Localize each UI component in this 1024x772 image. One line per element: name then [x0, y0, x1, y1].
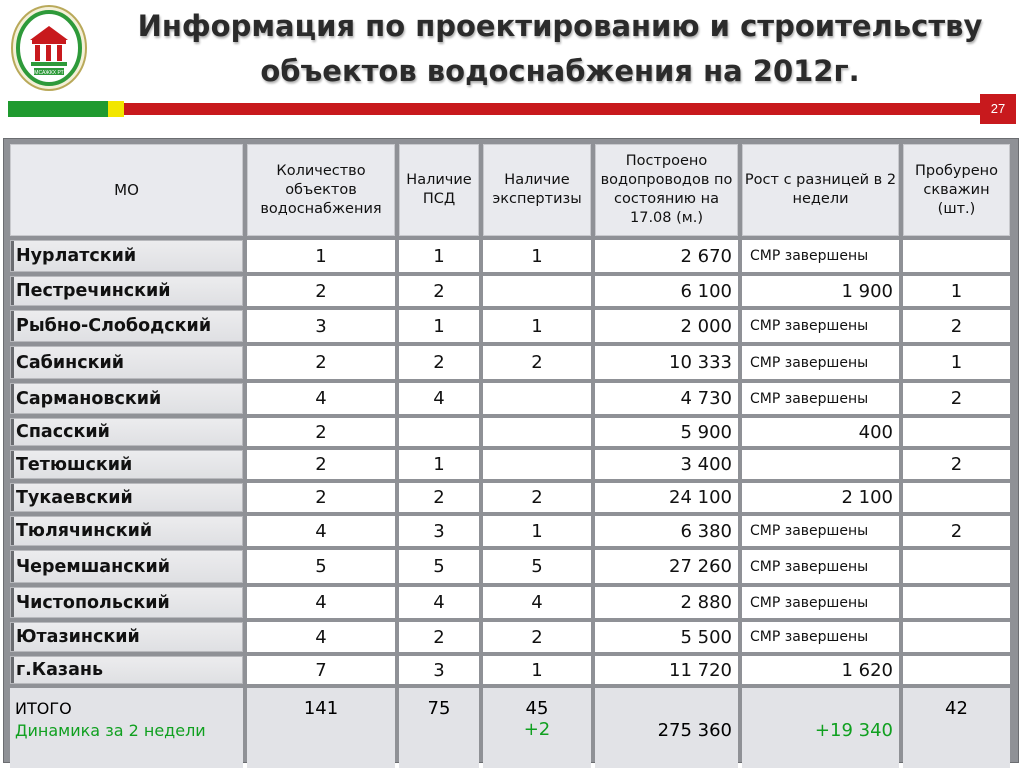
row-wells: [903, 656, 1010, 684]
row-name: Тетюшский: [10, 450, 243, 479]
row-objects: 2: [247, 346, 395, 379]
row-psd: 4: [399, 383, 479, 414]
row-built: 2 000: [595, 310, 738, 342]
row-expertise: [483, 418, 591, 446]
row-expertise: 2: [483, 622, 591, 652]
row-built: 5 500: [595, 622, 738, 652]
row-growth: СМР завершены: [742, 587, 899, 618]
row-psd: 1: [399, 240, 479, 272]
header-built: Построено водопроводов по состоянию на 17.08 (м.): [595, 144, 738, 236]
row-expertise: [483, 450, 591, 479]
row-name: Черемшанский: [10, 550, 243, 583]
green-stripe: [8, 101, 108, 117]
row-objects: 5: [247, 550, 395, 583]
header-expertise: Наличие экспертизы: [483, 144, 591, 236]
row-name: Сармановский: [10, 383, 243, 414]
dynamics-label: Динамика за 2 недели: [15, 721, 206, 740]
row-built: 11 720: [595, 656, 738, 684]
row-objects: 7: [247, 656, 395, 684]
logo-text: МСАЖКХ РТ: [34, 70, 64, 76]
row-expertise: 5: [483, 550, 591, 583]
total-objects: 141: [247, 688, 395, 768]
table-row: [10, 622, 1010, 652]
table-row: [10, 516, 1010, 546]
row-wells: [903, 483, 1010, 512]
row-psd: 3: [399, 656, 479, 684]
row-built: 6 380: [595, 516, 738, 546]
total-label-cell: [10, 688, 243, 768]
row-built: 3 400: [595, 450, 738, 479]
header-wells: Пробурено скважин (шт.): [903, 144, 1010, 236]
row-objects: 4: [247, 383, 395, 414]
total-row: [10, 688, 1010, 768]
title-dot: .: [848, 54, 860, 88]
row-expertise: [483, 383, 591, 414]
row-built: 10 333: [595, 346, 738, 379]
header-row: [10, 144, 1010, 236]
yellow-stripe: [108, 101, 124, 117]
row-psd: 3: [399, 516, 479, 546]
row-growth: СМР завершены: [742, 622, 899, 652]
row-psd: 2: [399, 622, 479, 652]
row-objects: 4: [247, 622, 395, 652]
row-name: Нурлатский: [10, 240, 243, 272]
page-title: [100, 4, 1020, 94]
row-objects: 1: [247, 240, 395, 272]
header-mo: МО: [10, 144, 243, 236]
row-name: г.Казань: [10, 656, 243, 684]
row-objects: 4: [247, 516, 395, 546]
row-growth: СМР завершены: [742, 550, 899, 583]
row-built: 4 730: [595, 383, 738, 414]
row-name: Рыбно-Слободский: [10, 310, 243, 342]
row-expertise: 4: [483, 587, 591, 618]
row-wells: [903, 587, 1010, 618]
table-row: [10, 240, 1010, 272]
row-built: 6 100: [595, 276, 738, 306]
row-name: Чистопольский: [10, 587, 243, 618]
row-name: Тюлячинский: [10, 516, 243, 546]
table-row: [10, 587, 1010, 618]
table-row: [10, 656, 1010, 684]
table-row: [10, 418, 1010, 446]
row-wells: 1: [903, 276, 1010, 306]
row-psd: 1: [399, 450, 479, 479]
water-supply-table: [6, 140, 1014, 772]
total-growth-delta: +19 340: [742, 688, 899, 768]
row-name: Спасский: [10, 418, 243, 446]
title-line-1: Информация по проектированию и строительству: [137, 9, 983, 43]
row-growth: 1 900: [742, 276, 899, 306]
row-psd: 2: [399, 276, 479, 306]
row-growth: [742, 450, 899, 479]
row-wells: 2: [903, 383, 1010, 414]
total-expertise-delta: +2: [523, 719, 551, 740]
row-expertise: 1: [483, 516, 591, 546]
row-objects: 3: [247, 310, 395, 342]
row-wells: [903, 240, 1010, 272]
row-wells: 2: [903, 310, 1010, 342]
row-growth: 1 620: [742, 656, 899, 684]
page-number: 27: [980, 94, 1016, 124]
row-objects: 2: [247, 483, 395, 512]
row-growth: СМР завершены: [742, 310, 899, 342]
row-name: Ютазинский: [10, 622, 243, 652]
table-row: [10, 383, 1010, 414]
ministry-logo: [10, 4, 88, 92]
row-built: 5 900: [595, 418, 738, 446]
row-wells: 2: [903, 516, 1010, 546]
row-expertise: 2: [483, 346, 591, 379]
row-growth: 400: [742, 418, 899, 446]
row-psd: 4: [399, 587, 479, 618]
row-built: 2 670: [595, 240, 738, 272]
row-growth: СМР завершены: [742, 516, 899, 546]
total-expertise: 45: [525, 698, 549, 719]
total-built: 275 360: [595, 688, 738, 768]
row-psd: 2: [399, 346, 479, 379]
table-row: [10, 483, 1010, 512]
header-growth: Рост с разницей в 2 недели: [742, 144, 899, 236]
row-wells: 1: [903, 346, 1010, 379]
row-expertise: 1: [483, 656, 591, 684]
header-objects: Количество объектов водоснабжения: [247, 144, 395, 236]
row-wells: [903, 418, 1010, 446]
total-expertise-cell: [483, 688, 591, 768]
row-built: 24 100: [595, 483, 738, 512]
row-wells: 2: [903, 450, 1010, 479]
row-psd: 2: [399, 483, 479, 512]
total-wells: 42: [903, 688, 1010, 768]
row-expertise: 1: [483, 310, 591, 342]
table-row: [10, 450, 1010, 479]
title-line-2-text: объектов водоснабжения на 2012г: [260, 54, 849, 88]
row-expertise: 1: [483, 240, 591, 272]
row-psd: [399, 418, 479, 446]
row-psd: 5: [399, 550, 479, 583]
table-row: [10, 310, 1010, 342]
row-psd: 1: [399, 310, 479, 342]
row-objects: 2: [247, 276, 395, 306]
row-wells: [903, 550, 1010, 583]
row-expertise: 2: [483, 483, 591, 512]
row-built: 2 880: [595, 587, 738, 618]
table-row: [10, 276, 1010, 306]
total-psd: 75: [399, 688, 479, 768]
row-growth: 2 100: [742, 483, 899, 512]
row-wells: [903, 622, 1010, 652]
row-objects: 4: [247, 587, 395, 618]
row-objects: 2: [247, 418, 395, 446]
table-row: [10, 346, 1010, 379]
table-row: [10, 550, 1010, 583]
row-built: 27 260: [595, 550, 738, 583]
total-label: ИТОГО: [15, 699, 72, 718]
row-growth: СМР завершены: [742, 346, 899, 379]
row-growth: СМР завершены: [742, 240, 899, 272]
row-name: Тукаевский: [10, 483, 243, 512]
red-stripe: [124, 103, 980, 115]
row-name: Сабинский: [10, 346, 243, 379]
table-body: [10, 240, 1010, 684]
row-name: Пестречинский: [10, 276, 243, 306]
title-line-2: [100, 49, 1020, 94]
row-growth: СМР завершены: [742, 383, 899, 414]
row-objects: 2: [247, 450, 395, 479]
header-psd: Наличие ПСД: [399, 144, 479, 236]
row-expertise: [483, 276, 591, 306]
